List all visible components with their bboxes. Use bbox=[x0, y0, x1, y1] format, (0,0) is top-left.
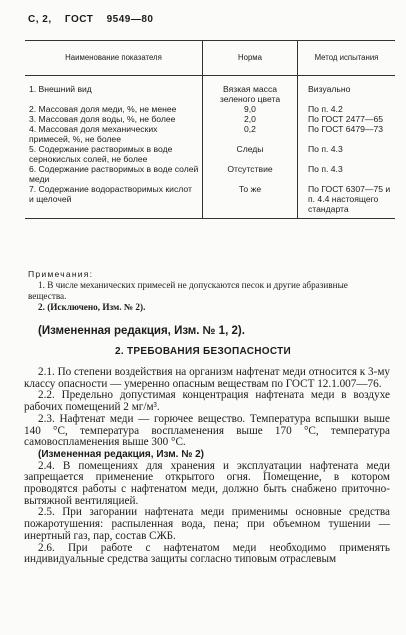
method-cell: По п. 4.3 bbox=[298, 144, 396, 164]
indicator-cell: 1. Внешний вид bbox=[29, 84, 92, 94]
note-item: 2. (Исключено, Изм. № 2). bbox=[38, 302, 146, 312]
column-header-norm: Норма bbox=[203, 41, 298, 76]
norm-cell: Отсутствие bbox=[203, 164, 298, 184]
notes-title: Примечания: bbox=[28, 269, 94, 279]
indicator-cell: 3. Массовая доля воды, %, не более bbox=[29, 114, 176, 124]
section-title: 2. ТРЕБОВАНИЯ БЕЗОПАСНОСТИ bbox=[114, 346, 292, 357]
table-row bbox=[25, 114, 395, 124]
table-row bbox=[25, 104, 395, 114]
amendment-note: (Измененная редакция, Изм. № 2) bbox=[38, 448, 205, 460]
indicator-cell: 4. Массовая доля механических примесей, %, не более bbox=[29, 124, 158, 144]
gost-label: ГОСТ bbox=[64, 14, 94, 25]
table-row bbox=[25, 184, 395, 219]
method-cell: По ГОСТ 6307—75 и п. 4.4 настоящего стандарта bbox=[298, 184, 396, 219]
section-body bbox=[24, 367, 390, 566]
indicator-cell: 2. Массовая доля меди, %, не менее bbox=[29, 104, 177, 114]
paragraph-2-1: 2.1. По степени воздействия на организм нафтенат меди относится к 3-му классу опасности — умеренно опасным веществам по ГОСТ 12.1.007—76. bbox=[24, 366, 391, 390]
column-header-indicator: Наименование показателя bbox=[25, 41, 203, 76]
paragraph-2-5: 2.5. При загорании нафтената меди применимы основные средства пожаротушения: распыленная вода, пена; при объемном тушении — инертный газ, пар, состав СЖБ. bbox=[24, 506, 390, 542]
column-header-method: Метод испытания bbox=[298, 41, 396, 76]
method-cell: Визуально bbox=[298, 76, 396, 105]
indicator-cell: 6. Содержание растворимых в воде солей меди bbox=[29, 164, 199, 184]
table-row bbox=[25, 124, 395, 144]
table-row bbox=[25, 144, 395, 164]
table-notes bbox=[28, 269, 388, 313]
paragraph-2-2: 2.2. Предельно допустимая концентрация нафтената меди в воздухе рабочих помещений 2 мг/м³. bbox=[24, 389, 390, 414]
norm-cell: То же bbox=[203, 184, 298, 219]
method-cell: По п. 4.2 bbox=[298, 104, 396, 114]
method-cell: По ГОСТ 2477—65 bbox=[298, 114, 396, 124]
method-cell: По ГОСТ 6479—73 bbox=[298, 124, 396, 144]
paragraph-2-6: 2.6. При работе с нафтенатом меди необходимо применять индивидуальные средства защиты согласно типовым отраслевым bbox=[24, 541, 390, 566]
norm-cell: Следы bbox=[203, 144, 298, 164]
indicator-cell: 7. Содержание водорастворимых кислот и щелочей bbox=[25, 184, 203, 219]
norm-cell: 0,2 bbox=[203, 124, 298, 144]
table-header-row bbox=[25, 41, 395, 76]
table-row bbox=[25, 76, 395, 105]
note-item: 1. В числе механических примесей не допускаются песок и другие абразивные вещества. bbox=[28, 280, 348, 301]
page-number: С, 2, bbox=[28, 14, 52, 25]
amendment-note: (Измененная редакция, Изм. № 1, 2). bbox=[38, 325, 245, 337]
paragraph-2-3: 2.3. Нафтенат меди — горючее вещество. Температура вспышки выше 140 °С, температура воспламенения выше 170 °С, температура самовоспламенения выше 300 °С. bbox=[24, 412, 390, 449]
paragraph-2-4: 2.4. В помещениях для хранения и эксплуатации нафтената меди запрещается применение открытого огня. Помещение, в котором проводятся работы с нафтенатом меди, должно быть снабжено приточно-вытяжной вентиляцией. bbox=[24, 459, 390, 507]
specification-table bbox=[25, 40, 395, 219]
norm-cell: 9,0 bbox=[203, 104, 298, 114]
method-cell: По п. 4.3 bbox=[298, 164, 396, 184]
norm-cell: Вязкая масса зеленого цвета bbox=[203, 76, 298, 105]
indicator-cell: 5. Содержание растворимых в воде сернокислых солей, не более bbox=[29, 144, 173, 164]
page-header bbox=[28, 14, 163, 25]
gost-number: 9549—80 bbox=[106, 14, 154, 25]
norm-cell: 2,0 bbox=[203, 114, 298, 124]
table-row bbox=[25, 164, 395, 184]
